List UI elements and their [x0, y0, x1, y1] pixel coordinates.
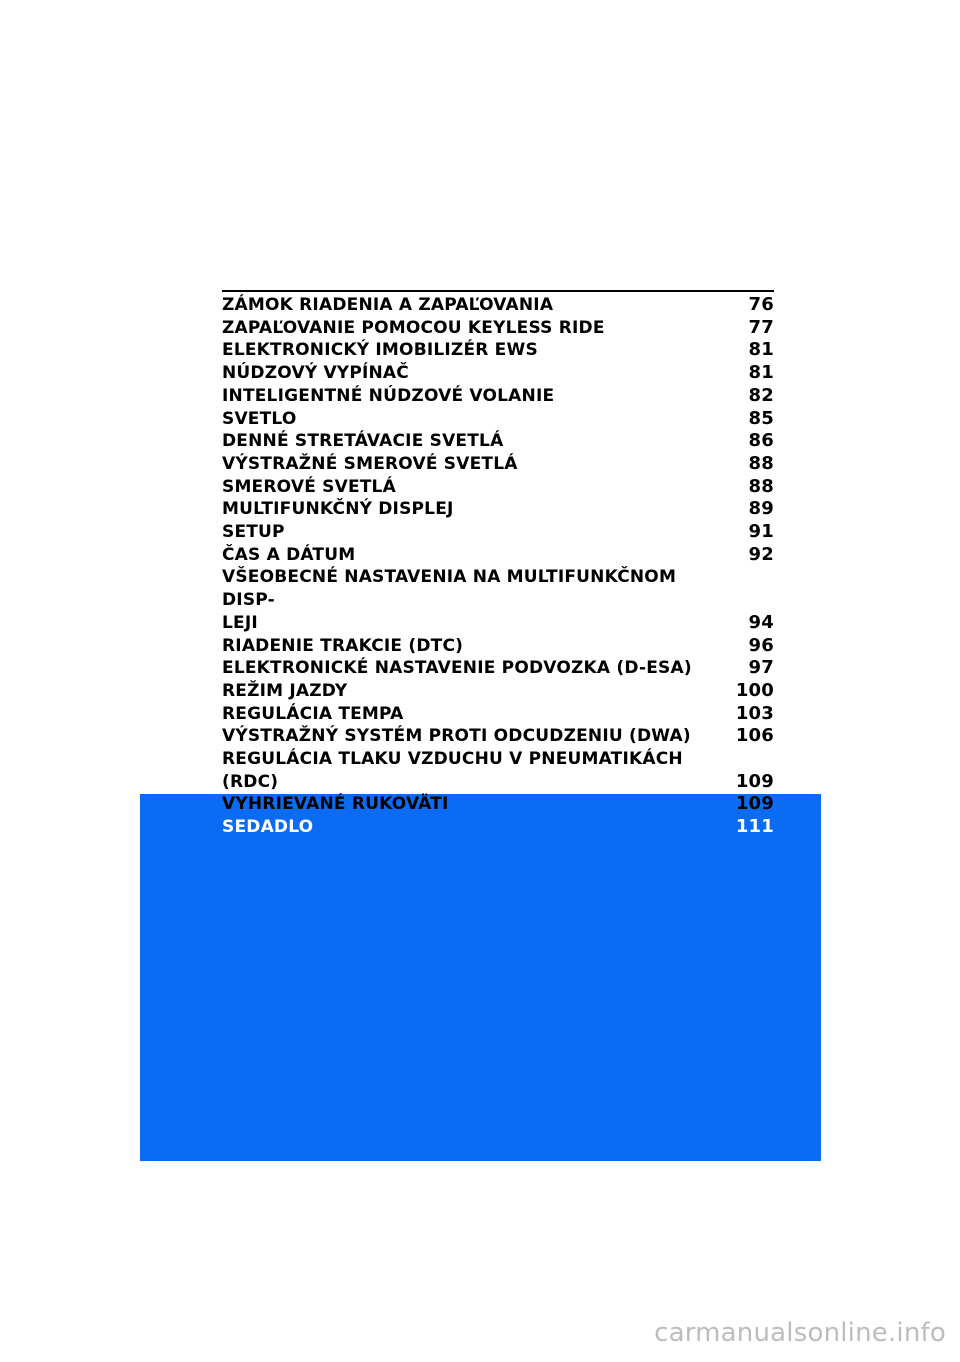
toc-entry-title: ZAPAĽOVANIE POMOCOU KEYLESS RIDE	[222, 317, 605, 338]
toc-entry-title: REŽIM JAZDY	[222, 680, 348, 701]
blue-accent-panel	[140, 794, 821, 1161]
top-divider	[222, 290, 774, 292]
toc-entry-title: REGULÁCIA TLAKU VZDUCHU V PNEUMATIKÁCH (RDC)	[222, 749, 683, 792]
toc-entry[interactable]	[222, 453, 774, 476]
toc-entry[interactable]	[222, 566, 774, 634]
toc-entry[interactable]	[222, 430, 774, 453]
toc-entry[interactable]	[222, 294, 774, 317]
toc-entry-title: DENNÉ STRETÁVACIE SVETLÁ	[222, 431, 504, 452]
toc-entry-page: 81	[748, 339, 774, 361]
toc-entry-title: VÝSTRAŽNÝ SYSTÉM PROTI ODCUDZENIU (DWA)	[222, 726, 691, 747]
toc-entry-title: VŠEOBECNÉ NASTAVENIA NA MULTIFUNKČNOM DISP- LEJI	[222, 567, 677, 633]
toc-entry-title: REGULÁCIA TEMPA	[222, 703, 404, 724]
toc-entry-title: NÚDZOVÝ VYPÍNAČ	[222, 363, 409, 384]
toc-entry[interactable]	[222, 408, 774, 431]
toc-entry-title: SETUP	[222, 522, 285, 543]
toc-entry[interactable]	[222, 703, 774, 726]
toc-entry-title: MULTIFUNKČNÝ DISPLEJ	[222, 499, 454, 520]
toc-entry-title: RIADENIE TRAKCIE (DTC)	[222, 635, 464, 656]
toc-entry-title: VÝSTRAŽNÉ SMEROVÉ SVETLÁ	[222, 453, 518, 474]
table-of-contents	[222, 294, 774, 839]
toc-entry[interactable]	[222, 816, 774, 839]
toc-entry-page: 76	[748, 294, 774, 315]
toc-entry-page: 109	[735, 770, 774, 792]
toc-entry-page: 89	[748, 498, 774, 520]
toc-entry-page: 111	[735, 816, 774, 838]
toc-entry-page: 86	[748, 430, 774, 452]
toc-entry-title: SMEROVÉ SVETLÁ	[222, 476, 396, 497]
toc-entry[interactable]	[222, 498, 774, 521]
toc-entry-page: 106	[735, 725, 774, 747]
toc-entry-page: 97	[748, 657, 774, 679]
toc-entry[interactable]	[222, 317, 774, 340]
toc-entry[interactable]	[222, 680, 774, 703]
toc-entry-title: ELEKTRONICKÉ NASTAVENIE PODVOZKA (D-ESA)	[222, 658, 692, 679]
toc-entry-title: SEDADLO	[222, 817, 314, 838]
toc-entry-title: VYHRIEVANÉ RUKOVÄTI	[222, 794, 449, 815]
toc-entry-page: 88	[748, 452, 774, 474]
toc-entry-page: 85	[748, 407, 774, 429]
toc-entry-page: 96	[748, 634, 774, 656]
toc-entry-page: 103	[735, 702, 774, 724]
toc-entry[interactable]	[222, 385, 774, 408]
toc-entry[interactable]	[222, 725, 774, 748]
toc-entry-page: 100	[735, 679, 774, 701]
toc-entry-page: 81	[748, 362, 774, 384]
toc-entry[interactable]	[222, 657, 774, 680]
toc-entry-title: ZÁMOK RIADENIA A ZAPAĽOVANIA	[222, 295, 554, 315]
toc-entry[interactable]	[222, 476, 774, 499]
toc-entry[interactable]	[222, 339, 774, 362]
toc-entry-page: 88	[748, 475, 774, 497]
toc-entry[interactable]	[222, 748, 774, 793]
toc-entry-page: 109	[735, 793, 774, 815]
toc-entry[interactable]	[222, 793, 774, 816]
toc-entry-title: SVETLO	[222, 408, 297, 429]
toc-entry-title: ČAS A DÁTUM	[222, 544, 356, 565]
toc-entry-page: 92	[748, 543, 774, 565]
toc-entry-page: 82	[748, 384, 774, 406]
toc-entry-page: 94	[748, 611, 774, 633]
toc-entry[interactable]	[222, 362, 774, 385]
toc-entry-title: INTELIGENTNÉ NÚDZOVÉ VOLANIE	[222, 385, 555, 406]
toc-entry-page: 77	[748, 316, 774, 338]
toc-entry-page: 91	[748, 521, 774, 543]
watermark-text: carmanualsonline.info	[654, 1318, 946, 1348]
toc-entry-title: ELEKTRONICKÝ IMOBILIZÉR EWS	[222, 340, 538, 361]
toc-entry[interactable]	[222, 521, 774, 544]
toc-entry[interactable]	[222, 635, 774, 658]
toc-entry[interactable]	[222, 544, 774, 567]
